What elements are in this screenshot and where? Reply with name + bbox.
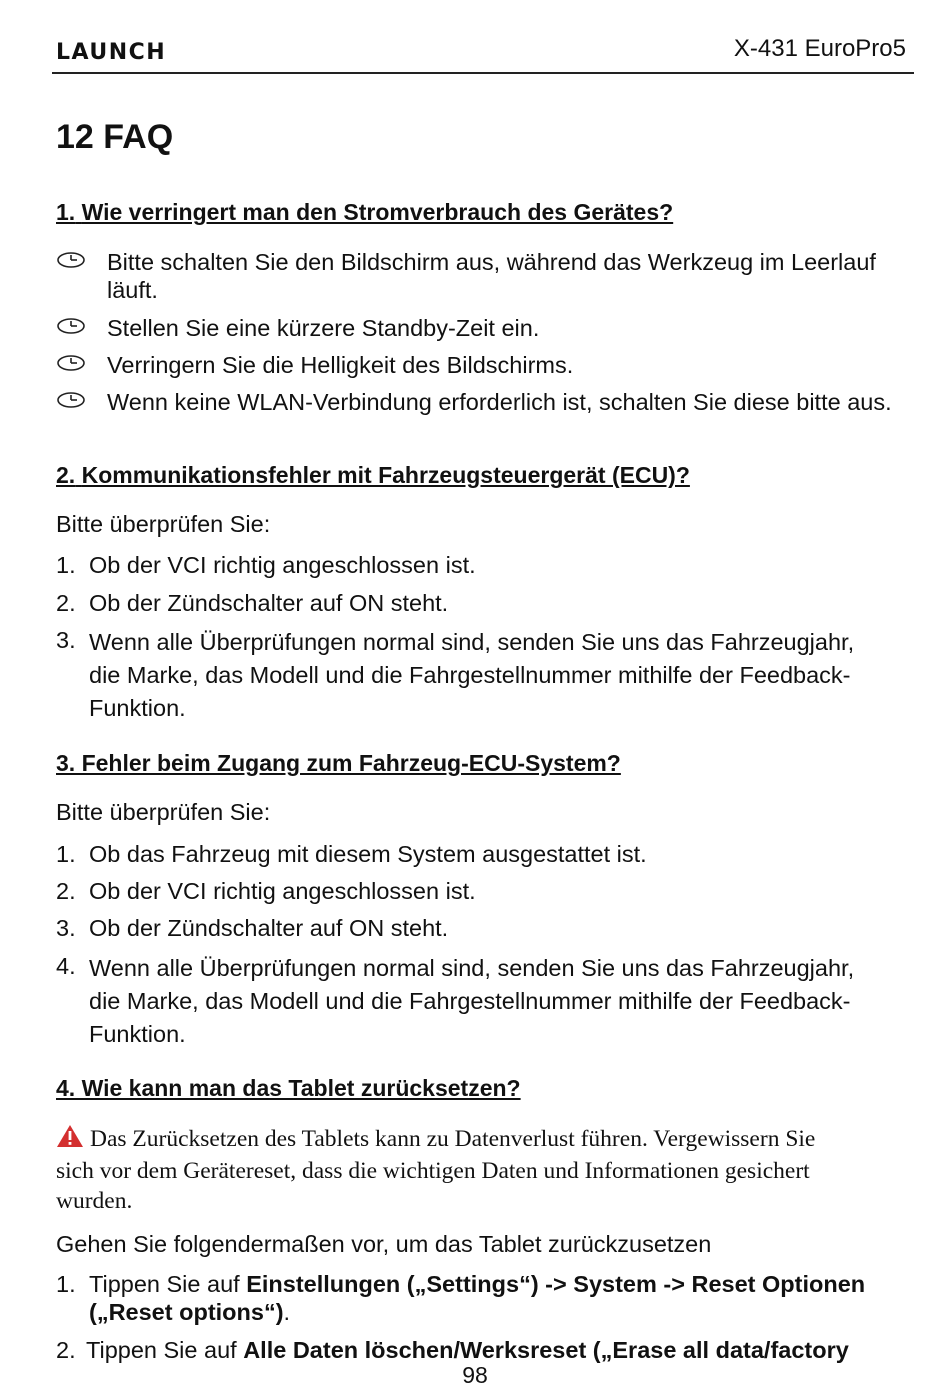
q3-item-text-2: Ob der VCI richtig angeschlossen ist. bbox=[89, 878, 476, 904]
q2-intro: Bitte überprüfen Sie: bbox=[56, 511, 271, 537]
q3-item-number-2: 2. bbox=[56, 878, 76, 904]
q2-item-text-3: Wenn alle Überprüfungen normal sind, senden Sie uns das Fahrzeugjahr, die Marke, das Modell und die Fahrgestellnummer mithilfe der Feedback-Funktion. bbox=[89, 629, 855, 721]
warning-icon bbox=[56, 1124, 84, 1156]
q4-warning bbox=[56, 1124, 856, 1216]
header-rule bbox=[52, 72, 914, 74]
q3-item-number-3: 3. bbox=[56, 915, 76, 941]
q1-bullet-text-2: Stellen Sie eine kürzere Standby-Zeit ein. bbox=[107, 315, 540, 341]
q4-step-number-1: 1. bbox=[56, 1271, 76, 1297]
q3-item-text-4: Wenn alle Überprüfungen normal sind, senden Sie uns das Fahrzeugjahr, die Marke, das Modell und die Fahrgestellnummer mithilfe der Feedback-Funktion. bbox=[89, 955, 855, 1047]
q3-item-number-1: 1. bbox=[56, 841, 76, 867]
q1-heading bbox=[56, 199, 673, 226]
page-number: 98 bbox=[462, 1362, 488, 1388]
q2-heading-text: Kommunikationsfehler mit Fahrzeugsteuergerät (ECU)? bbox=[81, 462, 690, 488]
q3-intro: Bitte überprüfen Sie: bbox=[56, 799, 271, 825]
q4-step-text-1 bbox=[89, 1270, 919, 1326]
q2-heading bbox=[56, 462, 690, 489]
q1-heading-text: Wie verringert man den Stromverbrauch des Gerätes? bbox=[81, 199, 674, 225]
q3-heading: 3. Fehler beim Zugang zum Fahrzeug-ECU-System? bbox=[56, 750, 621, 776]
q3-item-text-3: Ob der Zündschalter auf ON steht. bbox=[89, 915, 449, 941]
q2-item-number-3: 3. bbox=[56, 627, 76, 653]
clock-icon bbox=[56, 388, 86, 416]
model-name: X-431 EuroPro5 bbox=[733, 35, 906, 62]
q2-number: 2. bbox=[56, 462, 76, 488]
q1-number: 1. bbox=[56, 199, 76, 225]
q4-step-number-2: 2. bbox=[56, 1337, 76, 1363]
q1-bullet-text-4: Wenn keine WLAN-Verbindung erforderlich ist, schalten Sie diese bitte aus. bbox=[107, 389, 892, 415]
q4-warning-text: Das Zurücksetzen des Tablets kann zu Datenverlust führen. Vergewissern Sie sich vor dem Gerätereset, dass die wichtigen Daten und Informationen gesichert wurden. bbox=[56, 1126, 816, 1214]
q2-item-number-1: 1. bbox=[56, 552, 76, 578]
q2-item-text-2: Ob der Zündschalter auf ON steht. bbox=[89, 590, 449, 616]
q3-item-number-4: 4. bbox=[56, 953, 76, 979]
q4-step-2-pre: Tippen Sie auf bbox=[86, 1337, 244, 1363]
q4-step-1-pre: Tippen Sie auf bbox=[89, 1271, 247, 1297]
q4-step-2-bold: Alle Daten löschen/Werksreset („Erase all data/factory bbox=[243, 1337, 849, 1363]
q1-bullet-text-1: Bitte schalten Sie den Bildschirm aus, während das Werkzeug im Leerlauf läuft. bbox=[107, 249, 876, 303]
q4-step-1-post: . bbox=[283, 1299, 291, 1325]
brand-logo-text: LAUNCH bbox=[56, 40, 167, 65]
q4-step-text-2 bbox=[86, 1336, 926, 1364]
q1-bullet-text-3: Verringern Sie die Helligkeit des Bildschirms. bbox=[107, 352, 574, 378]
q4-intro: Gehen Sie folgendermaßen vor, um das Tablet zurückzusetzen bbox=[56, 1231, 712, 1257]
page-title: 12 FAQ bbox=[56, 118, 174, 156]
clock-icon bbox=[56, 351, 86, 379]
clock-icon bbox=[56, 248, 86, 276]
q2-item-number-2: 2. bbox=[56, 590, 76, 616]
clock-icon bbox=[56, 314, 86, 342]
q3-item-text-1: Ob das Fahrzeug mit diesem System ausgestattet ist. bbox=[89, 841, 647, 867]
q4-step-1-bold: Einstellungen („Settings“) -> System -> Reset Optionen („Reset options“) bbox=[89, 1271, 866, 1325]
q4-heading: 4. Wie kann man das Tablet zurücksetzen? bbox=[56, 1075, 521, 1101]
q2-item-text-1: Ob der VCI richtig angeschlossen ist. bbox=[89, 552, 476, 578]
